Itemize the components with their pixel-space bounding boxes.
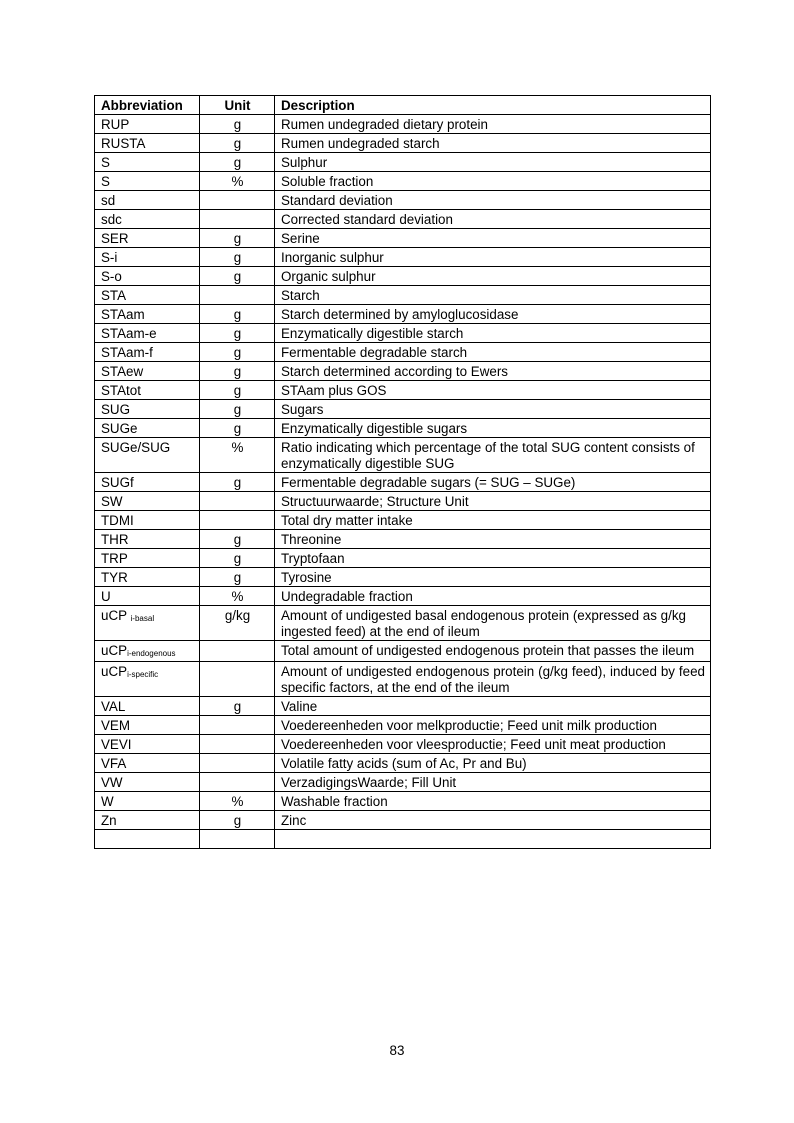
cell-description: Standard deviation <box>275 191 711 210</box>
abbreviation-text: STAam-f <box>101 345 153 360</box>
cell-unit: g <box>200 115 275 134</box>
abbreviation-text: uCP <box>101 643 128 658</box>
cell-unit: % <box>200 172 275 191</box>
abbreviation-text: STAtot <box>101 383 141 398</box>
cell-description: Enzymatically digestible sugars <box>275 419 711 438</box>
table-edge-cell <box>275 830 711 849</box>
cell-description: STAam plus GOS <box>275 381 711 400</box>
table-row <box>95 697 711 716</box>
table-row <box>95 606 711 641</box>
cell-unit <box>200 286 275 305</box>
cell-description: VerzadigingsWaarde; Fill Unit <box>275 773 711 792</box>
cell-abbreviation <box>95 641 200 662</box>
cell-abbreviation <box>95 662 200 697</box>
cell-description: Structuurwaarde; Structure Unit <box>275 492 711 511</box>
cell-abbreviation <box>95 716 200 735</box>
cell-abbreviation <box>95 362 200 381</box>
abbreviation-text: RUSTA <box>101 136 146 151</box>
cell-description: Total amount of undigested endogenous protein that passes the ileum <box>275 641 711 662</box>
table-trailing-edge <box>95 830 711 849</box>
table-row <box>95 172 711 191</box>
abbreviation-text: S-i <box>101 250 118 265</box>
cell-unit <box>200 716 275 735</box>
cell-description: Sulphur <box>275 153 711 172</box>
header-description: Description <box>275 96 711 115</box>
table-row <box>95 438 711 473</box>
table-row <box>95 568 711 587</box>
table-row <box>95 549 711 568</box>
cell-abbreviation <box>95 754 200 773</box>
cell-abbreviation <box>95 735 200 754</box>
cell-description: Rumen undegraded dietary protein <box>275 115 711 134</box>
cell-description: Zinc <box>275 811 711 830</box>
table-row <box>95 662 711 697</box>
cell-unit: g <box>200 324 275 343</box>
cell-abbreviation <box>95 286 200 305</box>
table-row <box>95 735 711 754</box>
cell-unit: g <box>200 305 275 324</box>
cell-description: Valine <box>275 697 711 716</box>
abbreviation-text: S <box>101 155 110 170</box>
cell-abbreviation <box>95 343 200 362</box>
cell-abbreviation <box>95 811 200 830</box>
cell-description: Serine <box>275 229 711 248</box>
abbreviation-text: VEM <box>101 718 131 733</box>
cell-description: Ratio indicating which percentage of the total SUG content consists of enzymatically digestible SUG <box>275 438 711 473</box>
cell-description: Starch <box>275 286 711 305</box>
cell-unit <box>200 492 275 511</box>
cell-description: Starch determined according to Ewers <box>275 362 711 381</box>
cell-unit: g <box>200 343 275 362</box>
abbreviation-subscript: i-basal <box>130 614 155 623</box>
cell-unit: % <box>200 587 275 606</box>
abbreviation-text: TYR <box>101 570 128 585</box>
table-row <box>95 362 711 381</box>
cell-abbreviation <box>95 511 200 530</box>
cell-unit <box>200 754 275 773</box>
table-row <box>95 792 711 811</box>
cell-description: Enzymatically digestible starch <box>275 324 711 343</box>
cell-unit <box>200 191 275 210</box>
abbreviation-text: TDMI <box>101 513 134 528</box>
cell-unit: g <box>200 530 275 549</box>
table-row <box>95 716 711 735</box>
table-row <box>95 305 711 324</box>
cell-abbreviation <box>95 210 200 229</box>
abbreviation-text: uCP <box>101 664 128 679</box>
table-row <box>95 641 711 662</box>
abbreviation-table <box>94 95 711 849</box>
cell-abbreviation <box>95 115 200 134</box>
cell-unit: g <box>200 419 275 438</box>
cell-description: Fermentable degradable starch <box>275 343 711 362</box>
cell-unit <box>200 641 275 662</box>
abbreviation-text: THR <box>101 532 129 547</box>
cell-unit: g <box>200 153 275 172</box>
table-row <box>95 343 711 362</box>
cell-unit: g <box>200 381 275 400</box>
table-row <box>95 773 711 792</box>
abbreviation-text: SUGf <box>101 475 134 490</box>
cell-abbreviation <box>95 492 200 511</box>
cell-description: Threonine <box>275 530 711 549</box>
abbreviation-text: VW <box>101 775 123 790</box>
cell-unit: g <box>200 248 275 267</box>
abbreviation-text: STAam <box>101 307 145 322</box>
cell-abbreviation <box>95 473 200 492</box>
cell-description: Soluble fraction <box>275 172 711 191</box>
cell-unit: g <box>200 267 275 286</box>
abbreviation-text: sdc <box>101 212 122 227</box>
cell-abbreviation <box>95 191 200 210</box>
cell-description: Sugars <box>275 400 711 419</box>
cell-unit <box>200 210 275 229</box>
table-row <box>95 473 711 492</box>
cell-abbreviation <box>95 773 200 792</box>
table-edge-cell <box>200 830 275 849</box>
cell-description: Inorganic sulphur <box>275 248 711 267</box>
cell-unit: g <box>200 229 275 248</box>
abbreviation-text: W <box>101 794 114 809</box>
cell-abbreviation <box>95 229 200 248</box>
cell-description: Starch determined by amyloglucosidase <box>275 305 711 324</box>
cell-unit: g <box>200 549 275 568</box>
cell-description: Volatile fatty acids (sum of Ac, Pr and Bu) <box>275 754 711 773</box>
table-row <box>95 811 711 830</box>
cell-unit: g/kg <box>200 606 275 641</box>
table-row <box>95 587 711 606</box>
cell-unit <box>200 735 275 754</box>
abbreviation-subscript: i-specific <box>127 670 159 679</box>
cell-description: Fermentable degradable sugars (= SUG – SUGe) <box>275 473 711 492</box>
cell-abbreviation <box>95 248 200 267</box>
cell-unit <box>200 511 275 530</box>
table-row <box>95 210 711 229</box>
cell-description: Organic sulphur <box>275 267 711 286</box>
abbreviation-text: SER <box>101 231 129 246</box>
cell-description: Tyrosine <box>275 568 711 587</box>
table-row <box>95 511 711 530</box>
cell-description: Voedereenheden voor vleesproductie; Feed unit meat production <box>275 735 711 754</box>
abbreviation-text: VEVI <box>101 737 132 752</box>
table-row <box>95 324 711 343</box>
header-unit: Unit <box>200 96 275 115</box>
table-row <box>95 492 711 511</box>
table-row <box>95 530 711 549</box>
cell-abbreviation <box>95 153 200 172</box>
abbreviation-text: SUGe <box>101 421 138 436</box>
table-edge-cell <box>95 830 200 849</box>
abbreviation-text: VFA <box>101 756 127 771</box>
cell-unit: % <box>200 438 275 473</box>
table-row <box>95 286 711 305</box>
cell-unit: g <box>200 811 275 830</box>
abbreviation-text: SUGe/SUG <box>101 440 171 455</box>
abbreviation-text: uCP <box>101 608 131 623</box>
abbreviation-text: STAew <box>101 364 144 379</box>
abbreviation-text: TRP <box>101 551 128 566</box>
cell-abbreviation <box>95 172 200 191</box>
cell-abbreviation <box>95 568 200 587</box>
abbreviation-text: STA <box>101 288 127 303</box>
cell-description: Tryptofaan <box>275 549 711 568</box>
abbreviation-subscript: i-endogenous <box>127 649 176 658</box>
cell-unit: g <box>200 400 275 419</box>
table-row <box>95 381 711 400</box>
table-body <box>95 115 711 849</box>
abbreviation-text: VAL <box>101 699 126 714</box>
abbreviation-text: RUP <box>101 117 130 132</box>
abbreviation-text: U <box>101 589 111 604</box>
cell-unit: % <box>200 792 275 811</box>
cell-abbreviation <box>95 324 200 343</box>
cell-abbreviation <box>95 419 200 438</box>
cell-abbreviation <box>95 587 200 606</box>
cell-abbreviation <box>95 381 200 400</box>
cell-abbreviation <box>95 305 200 324</box>
cell-description: Washable fraction <box>275 792 711 811</box>
abbreviation-text: Zn <box>101 813 117 828</box>
abbreviation-text: sd <box>101 193 116 208</box>
table-row <box>95 134 711 153</box>
cell-abbreviation <box>95 697 200 716</box>
cell-unit: g <box>200 134 275 153</box>
page-number: 83 <box>389 1043 405 1058</box>
table-row <box>95 267 711 286</box>
cell-description: Voedereenheden voor melkproductie; Feed unit milk production <box>275 716 711 735</box>
cell-description: Total dry matter intake <box>275 511 711 530</box>
abbreviation-text: S <box>101 174 110 189</box>
cell-abbreviation <box>95 134 200 153</box>
cell-description: Rumen undegraded starch <box>275 134 711 153</box>
abbreviation-text: STAam-e <box>101 326 157 341</box>
cell-abbreviation <box>95 549 200 568</box>
table-row <box>95 754 711 773</box>
cell-unit <box>200 773 275 792</box>
abbreviation-text: S-o <box>101 269 122 284</box>
cell-description: Corrected standard deviation <box>275 210 711 229</box>
cell-unit: g <box>200 362 275 381</box>
cell-abbreviation <box>95 267 200 286</box>
cell-abbreviation <box>95 438 200 473</box>
cell-abbreviation <box>95 792 200 811</box>
table-row <box>95 400 711 419</box>
table-row <box>95 248 711 267</box>
cell-abbreviation <box>95 606 200 641</box>
cell-unit: g <box>200 697 275 716</box>
abbreviation-text: SUG <box>101 402 131 417</box>
cell-description: Amount of undigested endogenous protein (g/kg feed), induced by feed specific factors, at the end of the ileum <box>275 662 711 697</box>
cell-unit: g <box>200 473 275 492</box>
cell-description: Undegradable fraction <box>275 587 711 606</box>
table-row <box>95 419 711 438</box>
cell-abbreviation <box>95 400 200 419</box>
cell-unit: g <box>200 568 275 587</box>
abbreviation-text: SW <box>101 494 123 509</box>
cell-description: Amount of undigested basal endogenous protein (expressed as g/kg ingested feed) at the end of ileum <box>275 606 711 641</box>
table-row <box>95 191 711 210</box>
table-row <box>95 115 711 134</box>
header-abbreviation: Abbreviation <box>95 96 200 115</box>
cell-unit <box>200 662 275 697</box>
cell-abbreviation <box>95 530 200 549</box>
table-row <box>95 153 711 172</box>
table-row <box>95 229 711 248</box>
table-header-row <box>95 96 711 115</box>
